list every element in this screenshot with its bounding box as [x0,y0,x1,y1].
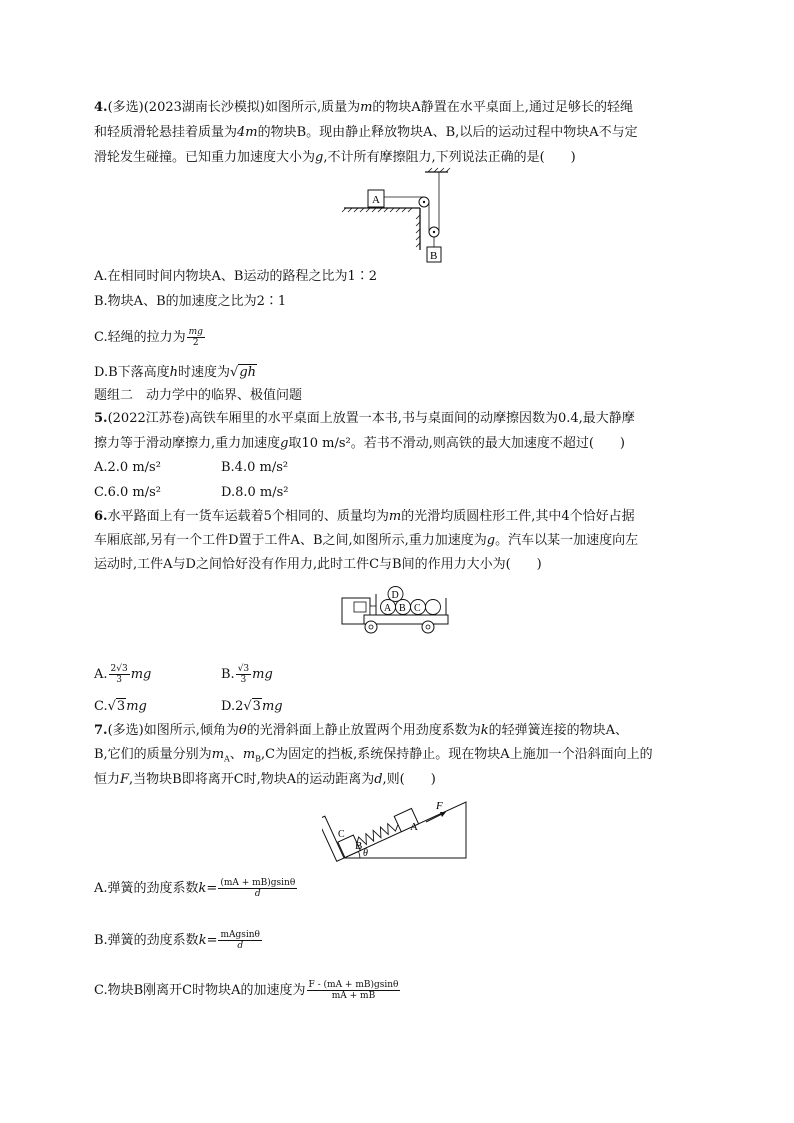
q4-text: (多选)(2023湖南长沙模拟)如图所示,质量为 [107,100,361,115]
var-m: m [388,509,402,524]
denominator: 3 [116,675,122,685]
numerator: F - (mA + mB)gsinθ [308,980,399,990]
fraction [187,327,205,348]
var-d: d [374,772,383,787]
q4-text: 的物块B。现由静止释放物块A、B,以后的运动过程中物块A不与定 [257,125,638,140]
numerator: mAgsinθ [220,930,260,940]
q7-line-2 [94,746,653,769]
option-text: B.弹簧的劲度系数 [94,933,199,948]
q4-number: 4. [94,100,108,115]
q5-text: 擦力等于滑动摩擦力,重力加速度 [94,436,281,451]
denominator: d [254,889,261,899]
q6-text: 的光滑均质圆柱形工件,其中4个恰好占据 [401,509,635,524]
q5-number: 5. [94,411,108,426]
label-b: B [430,250,438,262]
var-k: k= [198,933,218,948]
wheel-front-hub [369,625,373,629]
q7-text: ,则( ) [382,772,436,787]
q7-option-b [94,930,263,951]
q6-option-c [94,698,147,716]
fraction [307,980,401,1001]
q5-option-a: A.2.0 m/s² [94,460,161,475]
denominator: mA + mB [331,991,376,1001]
var-mg: mg [126,699,147,714]
label-c: C [414,603,421,614]
q7-line-3 [94,771,436,789]
label-a: A [384,603,392,614]
option-text: C.物块B刚离开C时物块A的加速度为 [94,983,306,998]
q7-text: ,当物块B即将离开C时,物块A的运动距离为 [129,772,375,787]
denominator: 3 [240,675,247,685]
q6-text: 车厢底部,另有一个工件D置于工件A、B之间,如图所示,重力加速度为 [94,533,487,548]
q7-incline-figure [322,794,472,864]
numerator: mg [188,327,203,337]
q5-option-c: C.6.0 m/s² [94,485,162,500]
fraction [236,664,251,685]
option-label: B. [221,667,235,682]
truck-window [354,602,366,612]
moving-pulley-axle [433,231,435,233]
q4-text: ,不计所有摩擦阻力,下列说法正确的是( ) [323,150,576,165]
q6-truck-figure [340,582,452,638]
q6-option-b [221,664,273,685]
q4-option-b: B.物块A、B的加速度之比为2∶1 [94,294,287,309]
wheel-rear-hub [426,625,430,629]
q7-text: B,它们的质量分别为 [94,747,212,762]
fraction [109,664,130,685]
var-mg: mg [261,699,283,714]
q7-option-a [94,878,298,899]
denominator: d [237,941,244,951]
q6-line-3: 运动时,工件A与D之间恰好没有作用力,此时工件C与B间的作用力大小为( ) [94,557,542,572]
sqrt-symbol: √ [107,699,116,714]
q6-option-d [221,698,283,716]
cylinder-4 [426,600,441,615]
var-h: h [169,365,179,380]
var-m: m [360,100,373,115]
fraction [218,930,262,951]
sqrt-symbol: √ [243,699,252,714]
var-theta: θ [238,723,247,738]
sqrt-radicand: 3 [252,699,261,714]
pulley-axle [423,201,425,203]
var-f: F [120,772,130,787]
label-theta: θ [363,848,368,859]
label-a: A [410,821,418,833]
q7-line-1 [94,722,628,740]
var-4m: 4m [237,125,258,140]
q4-text: 的物块A静置在水平桌面上,通过足够长的轻绳 [372,100,633,115]
q7-text: (多选)如图所示,倾角为 [107,723,239,738]
q7-text: 恒力 [94,772,121,787]
group-title: 题组二 动力学中的临界、极值问题 [94,388,303,403]
q7-text: ,C为固定的挡板,系统保持静止。现在物块A上施加一个沿斜面向上的 [261,747,653,762]
label-b: B [355,840,363,852]
q6-number: 6. [94,509,108,524]
truck-chassis [364,615,448,624]
q7-text: 的光滑斜面上静止放置两个用劲度系数为 [246,723,481,738]
option-text: C.轻绳的拉力为 [94,330,186,345]
var-k: k= [198,881,218,896]
option-label: A. [94,667,108,682]
label-b: B [399,603,406,614]
option-text: A.弹簧的劲度系数 [94,881,199,896]
var-g: g [486,533,496,548]
var-m: m [242,747,256,762]
var-mg: mg [130,667,152,682]
q4-option-d [94,364,257,382]
q7-option-c [94,980,401,1001]
var-g: g [315,150,324,165]
q5-line-1 [94,410,635,428]
q5-text: (2022江苏卷)高铁车厢里的水平桌面上放置一本书,书与桌面间的动摩擦因数为0.4,最大静摩 [107,411,635,426]
q4-text: 和轻质滑轮悬挂着质量为 [94,125,238,140]
numerator: (mA + mB)gsinθ [220,878,296,888]
var-g: g [280,436,289,451]
q4-line-1 [94,99,633,117]
denominator: 2 [192,338,199,348]
var-mg: mg [252,667,273,682]
option-label: D.2 [221,699,244,714]
q5-option-d: D.8.0 m/s² [221,485,289,500]
label-d: D [391,590,399,601]
q6-text: 水平路面上有一货车运载着5个相同的、质量均为 [107,509,389,524]
q4-figure [340,165,460,265]
q4-option-a: A.在相同时间内物块A、B运动的路程之比为1∶2 [94,269,378,284]
option-text: D.B下落高度 [94,365,170,380]
label-f: F [436,800,443,812]
q6-text: 。汽车以某一加速度向左 [495,533,639,548]
label-a: A [372,194,380,206]
numerator: 2√3 [110,664,128,674]
label-c: C [338,829,345,840]
q4-option-c [94,327,206,348]
q5-text: 取10 m/s²。若书不滑动,则高铁的最大加速度不超过( ) [288,436,626,451]
sqrt-symbol: √ [230,365,239,380]
numerator: √3 [237,664,250,674]
var-k: k [480,723,489,738]
q5-line-2 [94,435,625,453]
q7-text: 的轻弹簧连接的物块A、 [488,723,628,738]
sqrt-radicand: gh [239,365,257,380]
q7-number: 7. [94,723,108,738]
q4-line-2 [94,124,638,142]
q5-option-b: B.4.0 m/s² [221,460,289,475]
q6-line-1 [94,508,635,526]
subscript: B [255,754,262,764]
separator: 、 [229,747,243,762]
option-text: 时速度为 [178,365,231,380]
option-label: C. [94,699,108,714]
subscript: A [224,754,230,764]
q4-line-3 [94,149,576,167]
q6-line-2 [94,532,638,550]
var-m: m [211,747,225,762]
sqrt-radicand: 3 [116,699,126,714]
q6-option-a [94,664,151,685]
q4-text: 滑轮发生碰撞。已知重力加速度大小为 [94,150,316,165]
fraction [218,878,297,899]
